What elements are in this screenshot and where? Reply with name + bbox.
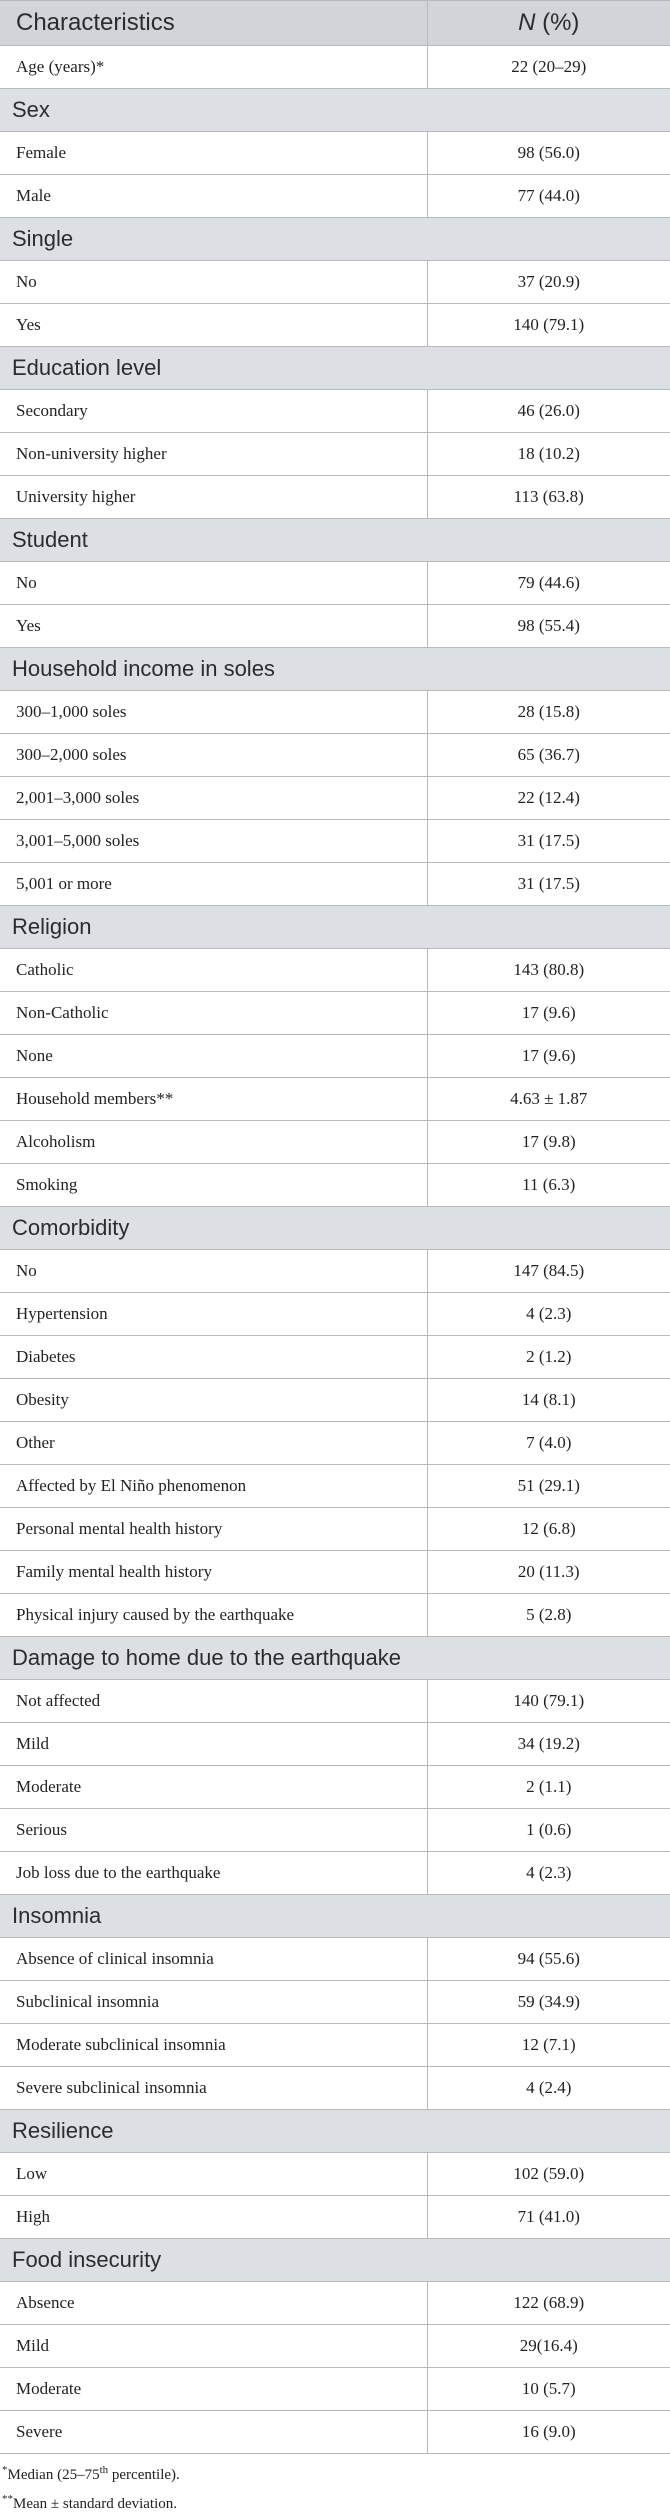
group-header-row <box>0 2110 670 2153</box>
table-row <box>0 691 670 734</box>
row-value: 2 (1.1) <box>427 1766 670 1809</box>
table-row <box>0 2067 670 2110</box>
row-value: 2 (1.2) <box>427 1336 670 1379</box>
footnote-median <box>0 2458 670 2487</box>
table-row <box>0 1809 670 1852</box>
table-row <box>0 1078 670 1121</box>
table-row <box>0 863 670 906</box>
table-row <box>0 1938 670 1981</box>
row-label: Not affected <box>0 1680 427 1723</box>
row-label: Job loss due to the earthquake <box>0 1852 427 1895</box>
row-value: 37 (20.9) <box>427 261 670 304</box>
row-label: Moderate <box>0 2368 427 2411</box>
group-header-label: Student <box>0 519 670 562</box>
row-label: Diabetes <box>0 1336 427 1379</box>
row-label: 5,001 or more <box>0 863 427 906</box>
group-header-row <box>0 1895 670 1938</box>
footnote-mark-single: * <box>2 2464 8 2476</box>
row-value: 31 (17.5) <box>427 820 670 863</box>
table-row <box>0 1723 670 1766</box>
table-row <box>0 1594 670 1637</box>
row-label: Catholic <box>0 949 427 992</box>
group-header-label: Household income in soles <box>0 648 670 691</box>
row-label: No <box>0 1250 427 1293</box>
row-label: Smoking <box>0 1164 427 1207</box>
row-label: Severe <box>0 2411 427 2454</box>
group-header-row <box>0 906 670 949</box>
footnote-median-sup: th <box>99 2464 109 2476</box>
row-value: 20 (11.3) <box>427 1551 670 1594</box>
table-row <box>0 1981 670 2024</box>
footnote-median-text-b: percentile). <box>108 2467 180 2483</box>
row-value: 102 (59.0) <box>427 2153 670 2196</box>
row-value: 22 (20–29) <box>427 46 670 89</box>
footnote-mark-double: ** <box>2 2493 13 2505</box>
row-value: 140 (79.1) <box>427 1680 670 1723</box>
table-row <box>0 1852 670 1895</box>
row-value: 147 (84.5) <box>427 1250 670 1293</box>
row-label: 3,001–5,000 soles <box>0 820 427 863</box>
row-label: Other <box>0 1422 427 1465</box>
row-value: 12 (7.1) <box>427 2024 670 2067</box>
table-row <box>0 175 670 218</box>
table-row <box>0 1680 670 1723</box>
table-row <box>0 777 670 820</box>
group-header-label: Religion <box>0 906 670 949</box>
row-label: Mild <box>0 2325 427 2368</box>
table-row <box>0 1422 670 1465</box>
row-value: 17 (9.6) <box>427 992 670 1035</box>
row-value: 14 (8.1) <box>427 1379 670 1422</box>
header-characteristics: Characteristics <box>0 1 427 46</box>
row-value: 98 (55.4) <box>427 605 670 648</box>
row-label: Subclinical insomnia <box>0 1981 427 2024</box>
table-row <box>0 1336 670 1379</box>
table-row <box>0 2411 670 2454</box>
row-value: 77 (44.0) <box>427 175 670 218</box>
group-header-label: Resilience <box>0 2110 670 2153</box>
row-label: Moderate subclinical insomnia <box>0 2024 427 2067</box>
row-value: 28 (15.8) <box>427 691 670 734</box>
table-row <box>0 1508 670 1551</box>
row-value: 17 (9.6) <box>427 1035 670 1078</box>
row-label: Hypertension <box>0 1293 427 1336</box>
group-header-row <box>0 519 670 562</box>
row-value: 34 (19.2) <box>427 1723 670 1766</box>
row-label: Yes <box>0 605 427 648</box>
row-value: 140 (79.1) <box>427 304 670 347</box>
group-header-label: Food insecurity <box>0 2239 670 2282</box>
table-row <box>0 1551 670 1594</box>
row-value: 4 (2.3) <box>427 1293 670 1336</box>
header-n-percent <box>427 1 670 46</box>
group-header-label: Single <box>0 218 670 261</box>
table-row <box>0 1121 670 1164</box>
table-row <box>0 734 670 777</box>
header-n-italic: N <box>518 9 536 36</box>
row-value: 79 (44.6) <box>427 562 670 605</box>
row-label: High <box>0 2196 427 2239</box>
row-value: 16 (9.0) <box>427 2411 670 2454</box>
row-value: 98 (56.0) <box>427 132 670 175</box>
table-row <box>0 304 670 347</box>
table-header-row <box>0 1 670 46</box>
row-label: Alcoholism <box>0 1121 427 1164</box>
row-value: 10 (5.7) <box>427 2368 670 2411</box>
row-value: 143 (80.8) <box>427 949 670 992</box>
table-row <box>0 1164 670 1207</box>
row-label: 300–1,000 soles <box>0 691 427 734</box>
row-value: 4.63 ± 1.87 <box>427 1078 670 1121</box>
group-header-label: Damage to home due to the earthquake <box>0 1637 670 1680</box>
row-value: 31 (17.5) <box>427 863 670 906</box>
row-label: Non-Catholic <box>0 992 427 1035</box>
row-label: Yes <box>0 304 427 347</box>
row-label: Absence <box>0 2282 427 2325</box>
row-label: Male <box>0 175 427 218</box>
row-label: Personal mental health history <box>0 1508 427 1551</box>
header-n-rest: (%) <box>535 9 580 36</box>
row-value: 22 (12.4) <box>427 777 670 820</box>
row-label: None <box>0 1035 427 1078</box>
table-row <box>0 2024 670 2067</box>
row-label: 300–2,000 soles <box>0 734 427 777</box>
table-row <box>0 1035 670 1078</box>
table-row <box>0 605 670 648</box>
footnote-median-text-a: Median (25–75 <box>7 2467 100 2483</box>
row-value: 46 (26.0) <box>427 390 670 433</box>
group-header-label: Insomnia <box>0 1895 670 1938</box>
table-row <box>0 261 670 304</box>
row-label: Female <box>0 132 427 175</box>
table-row <box>0 2368 670 2411</box>
row-value: 51 (29.1) <box>427 1465 670 1508</box>
row-label: Absence of clinical insomnia <box>0 1938 427 1981</box>
group-header-label: Sex <box>0 89 670 132</box>
row-label: Age (years)* <box>0 46 427 89</box>
table-row <box>0 2282 670 2325</box>
table-row <box>0 820 670 863</box>
row-value: 17 (9.8) <box>427 1121 670 1164</box>
row-label: Low <box>0 2153 427 2196</box>
row-value: 5 (2.8) <box>427 1594 670 1637</box>
row-label: Serious <box>0 1809 427 1852</box>
row-value: 4 (2.3) <box>427 1852 670 1895</box>
row-value: 18 (10.2) <box>427 433 670 476</box>
table-row <box>0 46 670 89</box>
row-label: No <box>0 562 427 605</box>
group-header-row <box>0 648 670 691</box>
row-label: Severe subclinical insomnia <box>0 2067 427 2110</box>
row-label: Household members** <box>0 1078 427 1121</box>
row-label: Secondary <box>0 390 427 433</box>
group-header-label: Education level <box>0 347 670 390</box>
row-value: 11 (6.3) <box>427 1164 670 1207</box>
table-row <box>0 949 670 992</box>
table-row <box>0 2325 670 2368</box>
table-row <box>0 132 670 175</box>
group-header-row <box>0 1207 670 1250</box>
table-row <box>0 992 670 1035</box>
group-header-row <box>0 2239 670 2282</box>
group-header-row <box>0 89 670 132</box>
group-header-row <box>0 1637 670 1680</box>
row-value: 59 (34.9) <box>427 1981 670 2024</box>
table-row <box>0 476 670 519</box>
footnote-mean <box>0 2487 670 2516</box>
row-value: 1 (0.6) <box>427 1809 670 1852</box>
footnote-mean-text: Mean ± standard deviation. <box>13 2496 178 2512</box>
table-row <box>0 1293 670 1336</box>
table-row <box>0 2196 670 2239</box>
row-label: University higher <box>0 476 427 519</box>
row-value: 4 (2.4) <box>427 2067 670 2110</box>
table-row <box>0 562 670 605</box>
row-label: Affected by El Niño phenomenon <box>0 1465 427 1508</box>
table-row <box>0 1465 670 1508</box>
group-header-row <box>0 347 670 390</box>
row-label: 2,001–3,000 soles <box>0 777 427 820</box>
row-value: 122 (68.9) <box>427 2282 670 2325</box>
row-label: Family mental health history <box>0 1551 427 1594</box>
table-body <box>0 46 670 2454</box>
row-value: 7 (4.0) <box>427 1422 670 1465</box>
row-label: Physical injury caused by the earthquake <box>0 1594 427 1637</box>
row-label: Non-university higher <box>0 433 427 476</box>
row-label: Mild <box>0 1723 427 1766</box>
table-row <box>0 433 670 476</box>
row-label: No <box>0 261 427 304</box>
row-value: 113 (63.8) <box>427 476 670 519</box>
table-row <box>0 1766 670 1809</box>
row-label: Obesity <box>0 1379 427 1422</box>
row-value: 29(16.4) <box>427 2325 670 2368</box>
table-row <box>0 390 670 433</box>
group-header-label: Comorbidity <box>0 1207 670 1250</box>
row-value: 71 (41.0) <box>427 2196 670 2239</box>
group-header-row <box>0 218 670 261</box>
table-row <box>0 1379 670 1422</box>
row-value: 94 (55.6) <box>427 1938 670 1981</box>
row-value: 12 (6.8) <box>427 1508 670 1551</box>
footnotes <box>0 2458 670 2516</box>
table-row <box>0 2153 670 2196</box>
row-label: Moderate <box>0 1766 427 1809</box>
table-row <box>0 1250 670 1293</box>
row-value: 65 (36.7) <box>427 734 670 777</box>
